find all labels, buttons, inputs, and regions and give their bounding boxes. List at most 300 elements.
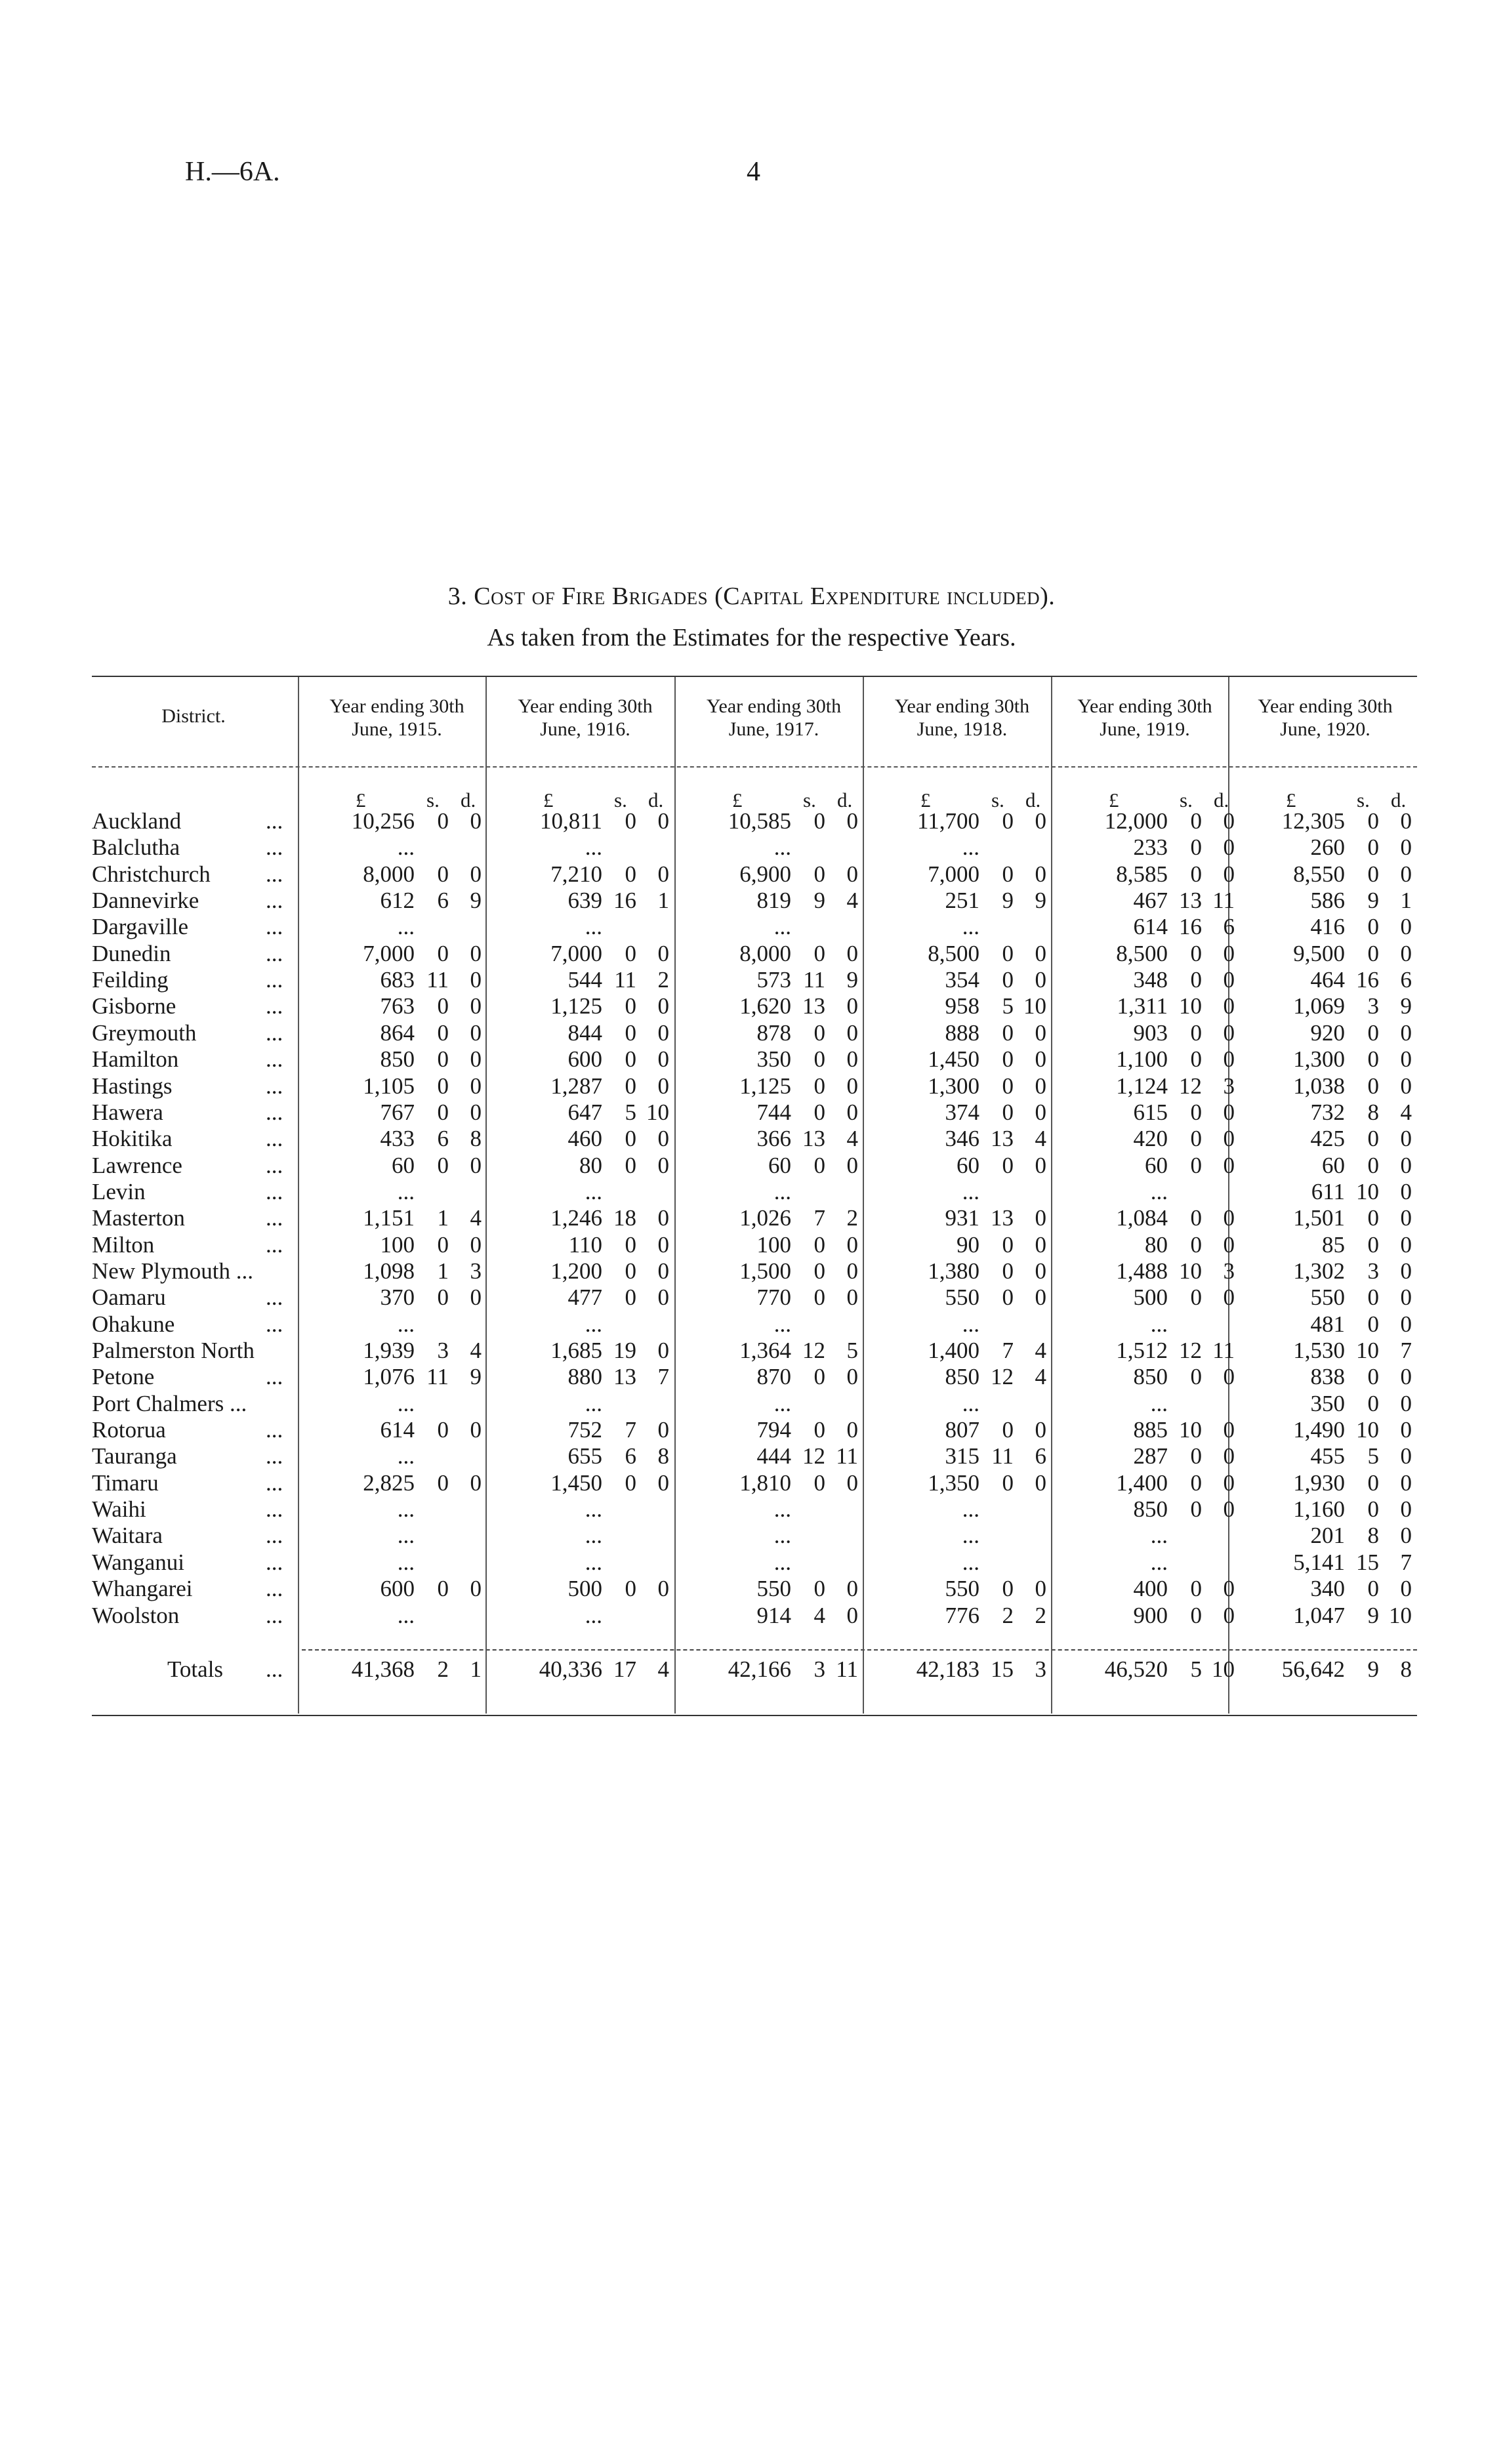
leader-dots: ...	[266, 941, 283, 966]
pence-cell: 0	[657, 1470, 669, 1496]
pounds-cell: ...	[585, 1391, 602, 1416]
leader-dots: ...	[266, 1126, 283, 1151]
shillings-cell: 7	[625, 1417, 636, 1443]
pounds-cell: 958	[945, 993, 979, 1019]
year-column-header	[303, 695, 491, 741]
pounds-cell: ...	[397, 1603, 415, 1628]
pence-cell: 0	[1223, 1443, 1235, 1469]
shillings-cell: 0	[1190, 1153, 1202, 1178]
pounds-cell: 1,450	[550, 1470, 602, 1496]
shillings-cell: 0	[1367, 914, 1379, 939]
pence-cell: 0	[1035, 1099, 1046, 1125]
year-column-header-line1: Year ending 30th	[706, 695, 842, 717]
shillings-cell: 0	[437, 1417, 449, 1443]
pounds-unit: £	[1286, 789, 1296, 811]
district-name: Dargaville	[92, 914, 189, 939]
shillings-cell: 9	[813, 888, 825, 913]
pounds-cell: 1,125	[550, 993, 602, 1019]
pounds-cell: ...	[397, 1443, 415, 1469]
pence-cell: 4	[1035, 1338, 1046, 1363]
pence-cell: 0	[1223, 1232, 1235, 1258]
shillings-unit: s.	[426, 789, 440, 811]
shillings-cell: 0	[1367, 808, 1379, 834]
shillings-cell: 0	[1367, 1576, 1379, 1601]
pence-cell: 0	[1035, 1020, 1046, 1046]
shillings-cell: 0	[1190, 1603, 1202, 1628]
shillings-cell: 3	[1367, 993, 1379, 1019]
pounds-cell: ...	[962, 1550, 979, 1575]
pounds-cell: ...	[585, 1603, 602, 1628]
pence-cell: 0	[1400, 1523, 1412, 1548]
pounds-cell: 752	[567, 1417, 602, 1443]
leader-dots: ...	[266, 1470, 283, 1496]
pence-cell: 0	[1223, 1603, 1235, 1628]
pounds-cell: 8,000	[363, 861, 415, 887]
pounds-cell: 8,550	[1293, 861, 1345, 887]
pence-cell: 0	[1035, 1205, 1046, 1231]
pounds-cell: 1,490	[1293, 1417, 1345, 1443]
shillings-cell: 0	[1002, 967, 1014, 993]
shillings-cell: 0	[1190, 861, 1202, 887]
pence-cell: 4	[846, 888, 858, 913]
year-column-header	[680, 695, 868, 741]
year-column-header-line2: June, 1918.	[916, 718, 1008, 740]
district-name: Gisborne	[92, 993, 176, 1019]
pounds-cell: 550	[945, 1576, 979, 1601]
shillings-cell: 13	[991, 1126, 1014, 1151]
pence-cell: 0	[657, 1073, 669, 1099]
pounds-cell: 80	[579, 1153, 602, 1178]
district-name: Whangarei	[92, 1576, 193, 1601]
shillings-cell: 0	[1190, 1232, 1202, 1258]
pence-cell: 0	[1035, 1470, 1046, 1496]
pounds-cell: 500	[1133, 1284, 1168, 1310]
pounds-cell: 1,069	[1293, 993, 1345, 1019]
shillings-cell: 11	[426, 1364, 449, 1389]
pence-cell: 0	[846, 808, 858, 834]
shillings-cell: 5	[1190, 1656, 1202, 1682]
pence-cell: 9	[1400, 993, 1412, 1019]
pence-cell: 0	[1400, 1046, 1412, 1072]
pence-cell: 2	[1035, 1603, 1046, 1628]
pounds-cell: ...	[962, 1523, 979, 1548]
table-title: 3. Cost of Fire Brigades (Capital Expenditure included).	[447, 583, 1056, 610]
district-name: Dunedin	[92, 941, 171, 966]
pounds-cell: 60	[392, 1153, 415, 1178]
pounds-cell: 1,151	[363, 1205, 415, 1231]
pounds-cell: 10,256	[351, 808, 415, 834]
pounds-cell: ...	[585, 1523, 602, 1548]
shillings-cell: 0	[1190, 1046, 1202, 1072]
pence-cell: 0	[1223, 1046, 1235, 1072]
pounds-cell: 864	[380, 1020, 415, 1046]
shillings-cell: 12	[1179, 1073, 1202, 1099]
shillings-cell: 0	[625, 941, 636, 966]
shillings-cell: 0	[625, 1470, 636, 1496]
leader-dots: ...	[266, 1550, 283, 1575]
pence-cell: 0	[846, 1046, 858, 1072]
shillings-cell: 13	[802, 993, 825, 1019]
shillings-cell: 0	[1002, 941, 1014, 966]
shillings-cell: 0	[813, 1258, 825, 1284]
pounds-cell: ...	[585, 834, 602, 860]
pence-cell: 0	[846, 1258, 858, 1284]
pence-cell: 0	[1035, 808, 1046, 834]
shillings-cell: 0	[625, 1046, 636, 1072]
pence-cell: 0	[1223, 1153, 1235, 1178]
pence-cell: 0	[1035, 1073, 1046, 1099]
pounds-cell: ...	[1150, 1391, 1168, 1416]
pounds-cell: 56,642	[1281, 1656, 1345, 1682]
pounds-cell: 1,098	[363, 1258, 415, 1284]
pence-cell: 0	[1223, 834, 1235, 860]
pounds-cell: ...	[773, 1523, 791, 1548]
district-name: New Plymouth ...	[92, 1258, 253, 1284]
pounds-cell: 550	[945, 1284, 979, 1310]
pounds-cell: ...	[585, 1550, 602, 1575]
shillings-cell: 0	[625, 1284, 636, 1310]
shillings-cell: 9	[1367, 1603, 1379, 1628]
pounds-cell: 1,350	[928, 1470, 979, 1496]
shillings-unit: s.	[991, 789, 1004, 811]
pence-cell: 0	[846, 1099, 858, 1125]
shillings-cell: 4	[813, 1603, 825, 1628]
pounds-cell: 1,287	[550, 1073, 602, 1099]
shillings-cell: 0	[437, 1284, 449, 1310]
pounds-cell: 350	[756, 1046, 791, 1072]
pence-cell: 0	[1223, 967, 1235, 993]
shillings-cell: 0	[813, 941, 825, 966]
shillings-cell: 6	[437, 1126, 449, 1151]
shillings-cell: 0	[1190, 1364, 1202, 1389]
pence-cell: 0	[1223, 1576, 1235, 1601]
shillings-cell: 0	[437, 1020, 449, 1046]
leader-dots: ...	[266, 993, 283, 1019]
pence-cell: 3	[1035, 1656, 1046, 1682]
shillings-cell: 0	[813, 1153, 825, 1178]
shillings-cell: 13	[613, 1364, 636, 1389]
pence-cell: 0	[846, 1470, 858, 1496]
pounds-cell: 612	[380, 888, 415, 913]
shillings-cell: 0	[1190, 808, 1202, 834]
pounds-cell: 1,380	[928, 1258, 979, 1284]
pence-cell: 0	[846, 861, 858, 887]
pounds-cell: 586	[1310, 888, 1345, 913]
pounds-cell: 647	[567, 1099, 602, 1125]
pounds-cell: 776	[945, 1603, 979, 1628]
pence-cell: 11	[1212, 1338, 1235, 1363]
pence-cell: 0	[1223, 941, 1235, 966]
district-name: Woolston	[92, 1603, 180, 1628]
pounds-cell: 615	[1133, 1099, 1168, 1125]
pence-cell: 0	[657, 1576, 669, 1601]
shillings-unit: s.	[1357, 789, 1370, 811]
pence-cell: 3	[470, 1258, 482, 1284]
pence-cell: 1	[470, 1656, 482, 1682]
pounds-cell: ...	[397, 1311, 415, 1337]
pence-cell: 0	[1035, 1284, 1046, 1310]
shillings-cell: 0	[1002, 1020, 1014, 1046]
pounds-cell: ...	[1150, 1550, 1168, 1575]
pence-cell: 0	[1400, 1417, 1412, 1443]
pounds-cell: ...	[397, 1550, 415, 1575]
pounds-cell: 460	[567, 1126, 602, 1151]
pounds-cell: 850	[945, 1364, 979, 1389]
year-column-header-line1: Year ending 30th	[329, 695, 464, 717]
shillings-cell: 0	[813, 1576, 825, 1601]
pounds-cell: ...	[585, 1496, 602, 1522]
shillings-cell: 0	[813, 1364, 825, 1389]
shillings-cell: 6	[437, 888, 449, 913]
pence-cell: 0	[1223, 1284, 1235, 1310]
district-name: Port Chalmers ...	[92, 1391, 247, 1416]
pence-cell: 0	[1035, 1232, 1046, 1258]
pounds-cell: 1,038	[1293, 1073, 1345, 1099]
pounds-cell: 354	[945, 967, 979, 993]
pounds-cell: 10,585	[728, 808, 791, 834]
shillings-cell: 0	[1367, 1470, 1379, 1496]
pounds-cell: 1,400	[1116, 1470, 1168, 1496]
pence-cell: 0	[1400, 1576, 1412, 1601]
shillings-cell: 0	[813, 808, 825, 834]
shillings-cell: 0	[1190, 1576, 1202, 1601]
pounds-cell: 550	[1310, 1284, 1345, 1310]
pounds-cell: 885	[1133, 1417, 1168, 1443]
district-name: Hastings	[92, 1073, 173, 1099]
pence-cell: 0	[1223, 1496, 1235, 1522]
pounds-cell: 611	[1311, 1179, 1345, 1204]
shillings-cell: 12	[802, 1443, 825, 1469]
leader-dots: ...	[266, 1284, 283, 1310]
pounds-cell: ...	[397, 914, 415, 939]
pounds-cell: 433	[380, 1126, 415, 1151]
pounds-cell: 7,000	[363, 941, 415, 966]
pounds-cell: 1,488	[1116, 1258, 1168, 1284]
pounds-cell: ...	[773, 1550, 791, 1575]
shillings-cell: 6	[625, 1443, 636, 1469]
pence-cell: 1	[657, 888, 669, 913]
pounds-cell: 416	[1310, 914, 1345, 939]
shillings-cell: 0	[437, 941, 449, 966]
pounds-cell: 850	[1133, 1496, 1168, 1522]
pounds-unit: £	[1109, 789, 1119, 811]
shillings-cell: 2	[1002, 1603, 1014, 1628]
shillings-cell: 2	[437, 1656, 449, 1682]
leader-dots: ...	[266, 808, 283, 834]
pounds-cell: 770	[756, 1284, 791, 1310]
pence-cell: 0	[1035, 1046, 1046, 1072]
pounds-cell: 7,000	[550, 941, 602, 966]
year-column-header-line2: June, 1916.	[540, 718, 630, 740]
pounds-cell: 1,084	[1116, 1205, 1168, 1231]
district-name: Palmerston North	[92, 1338, 255, 1363]
district-name: Balclutha	[92, 834, 180, 860]
shillings-cell: 16	[1179, 914, 1202, 939]
pence-cell: 0	[470, 1046, 482, 1072]
district-name: Feilding	[92, 967, 169, 993]
pence-cell: 0	[1400, 1126, 1412, 1151]
pounds-cell: 1,400	[928, 1338, 979, 1363]
year-column-header-line1: Year ending 30th	[894, 695, 1030, 717]
pounds-cell: 1,450	[928, 1046, 979, 1072]
leader-dots: ...	[266, 1576, 283, 1601]
year-column-header-line2: June, 1920.	[1280, 718, 1370, 740]
year-column-header	[491, 695, 680, 741]
pence-unit: d.	[1025, 789, 1041, 811]
pence-cell: 0	[657, 808, 669, 834]
pence-cell: 0	[1223, 1364, 1235, 1389]
shillings-cell: 0	[1002, 808, 1014, 834]
shillings-cell: 5	[1002, 993, 1014, 1019]
pence-cell: 2	[657, 967, 669, 993]
pounds-cell: 80	[1145, 1232, 1168, 1258]
pence-cell: 0	[846, 1417, 858, 1443]
shillings-cell: 0	[1190, 1443, 1202, 1469]
leader-dots: ...	[266, 1443, 283, 1469]
pounds-cell: 60	[1145, 1153, 1168, 1178]
pounds-cell: 500	[567, 1576, 602, 1601]
pounds-cell: 1,501	[1293, 1205, 1345, 1231]
shillings-cell: 10	[1179, 1258, 1202, 1284]
pence-cell: 0	[1223, 1020, 1235, 1046]
pounds-cell: 870	[756, 1364, 791, 1389]
district-name: Dannevirke	[92, 888, 199, 913]
pounds-cell: 888	[945, 1020, 979, 1046]
pounds-cell: 850	[1133, 1364, 1168, 1389]
pence-cell: 8	[657, 1443, 669, 1469]
pence-cell: 0	[470, 808, 482, 834]
pounds-cell: ...	[962, 1179, 979, 1204]
district-name: Hamilton	[92, 1046, 179, 1072]
year-column-header-line1: Year ending 30th	[518, 695, 653, 717]
pounds-cell: 1,810	[739, 1470, 791, 1496]
district-name: Ohakune	[92, 1311, 175, 1337]
pounds-cell: ...	[773, 1391, 791, 1416]
shillings-cell: 12	[1179, 1338, 1202, 1363]
pounds-cell: 8,000	[739, 941, 791, 966]
pence-cell: 0	[1400, 1391, 1412, 1416]
shillings-cell: 0	[1002, 1576, 1014, 1601]
pounds-cell: 346	[945, 1126, 979, 1151]
pounds-cell: 444	[756, 1443, 791, 1469]
shillings-cell: 3	[437, 1338, 449, 1363]
shillings-cell: 0	[437, 808, 449, 834]
shillings-cell: 0	[1190, 967, 1202, 993]
district-name: Timaru	[92, 1470, 159, 1496]
pence-cell: 3	[1223, 1073, 1235, 1099]
pounds-cell: 350	[1310, 1391, 1345, 1416]
district-name: Lawrence	[92, 1153, 182, 1178]
district-name: Tauranga	[92, 1443, 177, 1469]
pounds-cell: 900	[1133, 1603, 1168, 1628]
leader-dots: ...	[266, 1603, 283, 1628]
shillings-cell: 0	[813, 1417, 825, 1443]
pence-cell: 4	[470, 1338, 482, 1363]
shillings-cell: 0	[1367, 1284, 1379, 1310]
district-name: Waihi	[92, 1496, 146, 1522]
pence-cell: 0	[470, 1073, 482, 1099]
shillings-cell: 17	[613, 1656, 636, 1682]
pounds-unit: £	[356, 789, 366, 811]
shillings-cell: 0	[813, 1470, 825, 1496]
pounds-cell: 655	[567, 1443, 602, 1469]
shillings-cell: 0	[1190, 1496, 1202, 1522]
shillings-cell: 0	[1367, 1391, 1379, 1416]
pounds-cell: 544	[567, 967, 602, 993]
pence-cell: 0	[657, 1284, 669, 1310]
shillings-cell: 0	[1190, 1126, 1202, 1151]
pounds-cell: 1,311	[1117, 993, 1168, 1019]
leader-dots: ...	[266, 1179, 283, 1204]
shillings-cell: 16	[613, 888, 636, 913]
pounds-cell: ...	[1150, 1523, 1168, 1548]
pence-cell: 0	[846, 1603, 858, 1628]
pounds-cell: 201	[1310, 1523, 1345, 1548]
pence-cell: 0	[846, 1073, 858, 1099]
shillings-cell: 7	[813, 1205, 825, 1231]
pence-cell: 0	[846, 1364, 858, 1389]
pounds-cell: 40,336	[539, 1656, 602, 1682]
year-column-header	[1056, 695, 1233, 741]
pence-cell: 0	[470, 1020, 482, 1046]
leader-dots: ...	[266, 1046, 283, 1072]
pence-cell: 0	[1400, 914, 1412, 939]
pence-cell: 0	[1035, 1576, 1046, 1601]
shillings-cell: 0	[1190, 834, 1202, 860]
pence-cell: 0	[1223, 1470, 1235, 1496]
pounds-cell: 464	[1310, 967, 1345, 993]
pence-cell: 0	[470, 1576, 482, 1601]
pounds-cell: 100	[756, 1232, 791, 1258]
shillings-cell: 0	[1367, 1311, 1379, 1337]
shillings-cell: 0	[1190, 1099, 1202, 1125]
shillings-cell: 0	[1002, 1232, 1014, 1258]
shillings-cell: 0	[625, 1232, 636, 1258]
pence-cell: 9	[846, 967, 858, 993]
pounds-cell: 600	[567, 1046, 602, 1072]
pence-cell: 0	[1400, 861, 1412, 887]
district-name: Hokitika	[92, 1126, 173, 1151]
pounds-cell: 573	[756, 967, 791, 993]
leader-dots: ...	[266, 1232, 283, 1258]
shillings-cell: 0	[813, 1099, 825, 1125]
pounds-cell: 732	[1310, 1099, 1345, 1125]
shillings-cell: 7	[1002, 1338, 1014, 1363]
shillings-cell: 15	[1356, 1550, 1379, 1575]
shillings-cell: 0	[625, 1576, 636, 1601]
pence-cell: 9	[1035, 888, 1046, 913]
shillings-cell: 10	[1356, 1417, 1379, 1443]
leader-dots: ...	[266, 1364, 283, 1389]
shillings-cell: 9	[1367, 1656, 1379, 1682]
shillings-cell: 11	[803, 967, 825, 993]
pence-cell: 4	[846, 1126, 858, 1151]
pounds-cell: 878	[756, 1020, 791, 1046]
pence-cell: 0	[846, 941, 858, 966]
pence-cell: 0	[1035, 941, 1046, 966]
pounds-cell: 5,141	[1293, 1550, 1345, 1575]
pounds-cell: 1,300	[928, 1073, 979, 1099]
shillings-cell: 0	[625, 993, 636, 1019]
pounds-cell: ...	[1150, 1311, 1168, 1337]
shillings-cell: 0	[1002, 1046, 1014, 1072]
shillings-unit: s.	[1180, 789, 1193, 811]
shillings-cell: 13	[802, 1126, 825, 1151]
pounds-cell: 100	[380, 1232, 415, 1258]
pence-cell: 0	[470, 1232, 482, 1258]
pounds-cell: ...	[397, 1179, 415, 1204]
shillings-cell: 0	[1367, 1020, 1379, 1046]
